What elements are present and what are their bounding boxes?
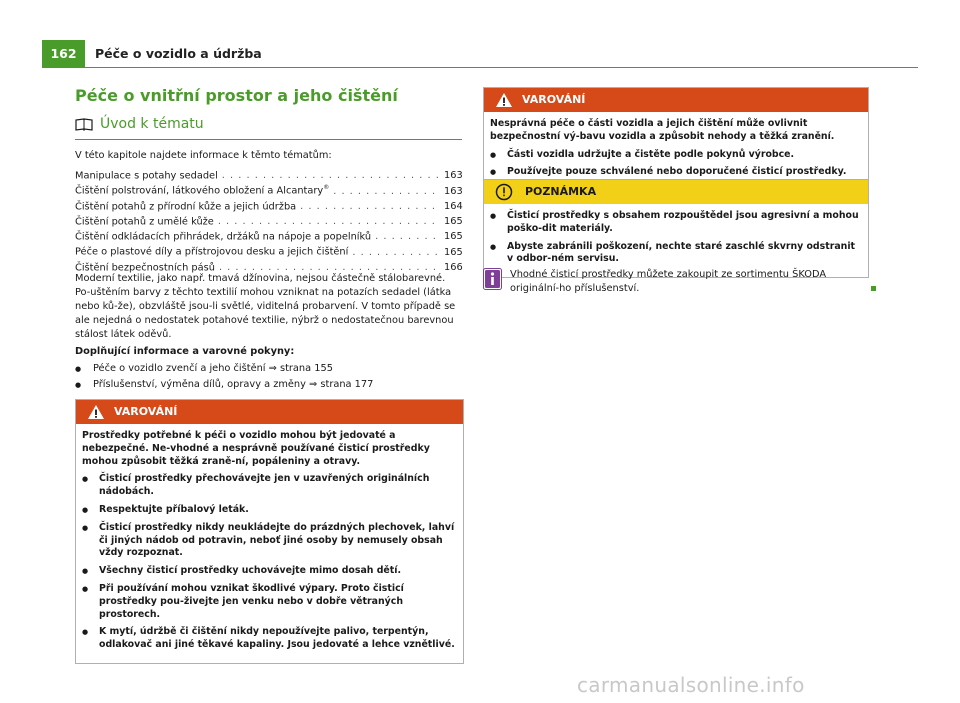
page-number: 162 xyxy=(42,40,85,68)
note-item: ● Abyste zabránili poškození, nechte staré zaschlé skvrny odstranit v odbor-ném servisu. xyxy=(490,241,862,267)
warning-header xyxy=(76,400,463,424)
book-icon xyxy=(75,118,93,131)
toc-entry[interactable]: Péče o plastové díly a přístrojovou desku a jejich čištění . . . 165 xyxy=(75,241,462,256)
warning-item: ● Čisticí prostředky nikdy neukládejte do prázdných plechovek, lahví či jiných nádob od potravin, neboť jiné osoby by nemusely obsah vždy rozpoznat. xyxy=(82,522,457,560)
warning-item: ● Části vozidla udržujte a čistěte podle pokynů výrobce. xyxy=(490,149,862,162)
supplementary-heading: Doplňující informace a varovné pokyny: xyxy=(75,346,295,357)
page-header xyxy=(42,40,918,68)
watermark: carmanualsonline.info xyxy=(577,673,805,697)
warning-box-left xyxy=(75,399,464,664)
table-of-contents xyxy=(75,165,462,272)
cross-reference-link[interactable]: ● Péče o vozidlo zvenčí a jeho čištění ⇒ strana 155 xyxy=(75,361,462,377)
warning-item: ● K mytí, údržbě či čištění nikdy nepoužívejte palivo, terpentýn, odlakovač ani jiné těkavé kapaliny. Jsou jedovaté a lehce vznětlivé. xyxy=(82,626,457,652)
intro-text: V této kapitole najdete informace k těmto tématům: xyxy=(75,150,332,161)
toc-entry[interactable]: Čištění polstrování, látkového obložení a Alcantary® . . . 163 xyxy=(75,180,462,195)
warning-item: ● Používejte pouze schválené nebo doporučené čisticí prostředky. xyxy=(490,166,862,179)
warning-item: ● Při používání mohou vznikat škodlivé výpary. Proto čisticí prostředky pou-živejte jen venku nebo v dobře větraných prostorech. xyxy=(82,583,457,621)
toc-entry[interactable]: Čištění potahů z přírodní kůže a jejich údržba . . . 164 xyxy=(75,196,462,211)
note-box xyxy=(483,179,869,278)
note-item: ● Čisticí prostředky s obsahem rozpouštědel jsou agresivní a mohou poško-dit materiály. xyxy=(490,210,862,236)
caution-circle-icon xyxy=(495,183,513,201)
warning-header xyxy=(484,88,868,112)
note-header xyxy=(484,180,868,204)
section-title: Úvod k tématu xyxy=(100,116,204,132)
warning-item: ● Všechny čisticí prostředky uchovávejte mimo dosah dětí. xyxy=(82,565,457,578)
body-paragraph: Moderní textilie, jako např. tmavá džínovina, nejsou částečně stálobarevné. Po-uštěním barvy z těchto textilií mohou vzniknat na potazích sedadel (látka nebo ků-že), obzvláště jsou-li světlé, viditelná probarvení. V tomto případě se ale nejedná o nedostatek potahové textilie, nýbrž o nedostatečnou barevnou stálost látek oděvů. xyxy=(75,273,456,340)
toc-entry[interactable]: Manipulace s potahy sedadel . . . 163 xyxy=(75,165,462,180)
section-heading xyxy=(75,115,462,140)
warning-label: VAROVÁNÍ xyxy=(522,93,586,106)
chapter-title: Péče o vnitřní prostor a jeho čištění xyxy=(75,86,398,105)
toc-entry[interactable]: Čištění potahů z umělé kůže . . . 165 xyxy=(75,211,462,226)
warning-box-right xyxy=(483,87,869,191)
toc-entry[interactable]: Čištění bezpečnostních pásů . . . 166 xyxy=(75,257,462,272)
toc-entry[interactable]: Čištění odkládacích přihrádek, držáků na nápoje a popelníků . . . 165 xyxy=(75,226,462,241)
warning-icon xyxy=(495,92,513,108)
section-end-marker xyxy=(871,286,876,291)
warning-intro: Nesprávná péče o části vozidla a jejich čištění může ovlivnit bezpečnostní vý-bavu vozidla a způsobit nehody a těžká zranění. xyxy=(490,118,835,142)
info-icon xyxy=(483,268,502,290)
cross-reference-link[interactable]: ● Příslušenství, výměna dílů, opravy a změny ⇒ strana 177 xyxy=(75,377,462,393)
supplementary-list xyxy=(75,361,462,393)
warning-item: ● Čisticí prostředky přechovávejte jen v uzavřených originálních nádobách. xyxy=(82,473,457,499)
note-label: POZNÁMKA xyxy=(525,185,597,198)
warning-icon xyxy=(87,404,105,420)
warning-intro: Prostředky potřebné k péči o vozidlo mohou být jedovaté a nebezpečné. Ne-vhodné a nesprávně používané čisticí prostředky mohou způsobit těžká zraně-ní, popáleniny a otravy. xyxy=(82,430,430,467)
header-title: Péče o vozidlo a údržba xyxy=(95,46,262,61)
warning-label: VAROVÁNÍ xyxy=(114,405,178,418)
header-rule xyxy=(42,67,918,68)
info-text: Vhodné čisticí prostředky můžete zakoupit ze sortimentu ŠKODA originální-ho příslušenství. xyxy=(510,269,827,294)
warning-item: ● Respektujte příbalový leták. xyxy=(82,504,457,517)
